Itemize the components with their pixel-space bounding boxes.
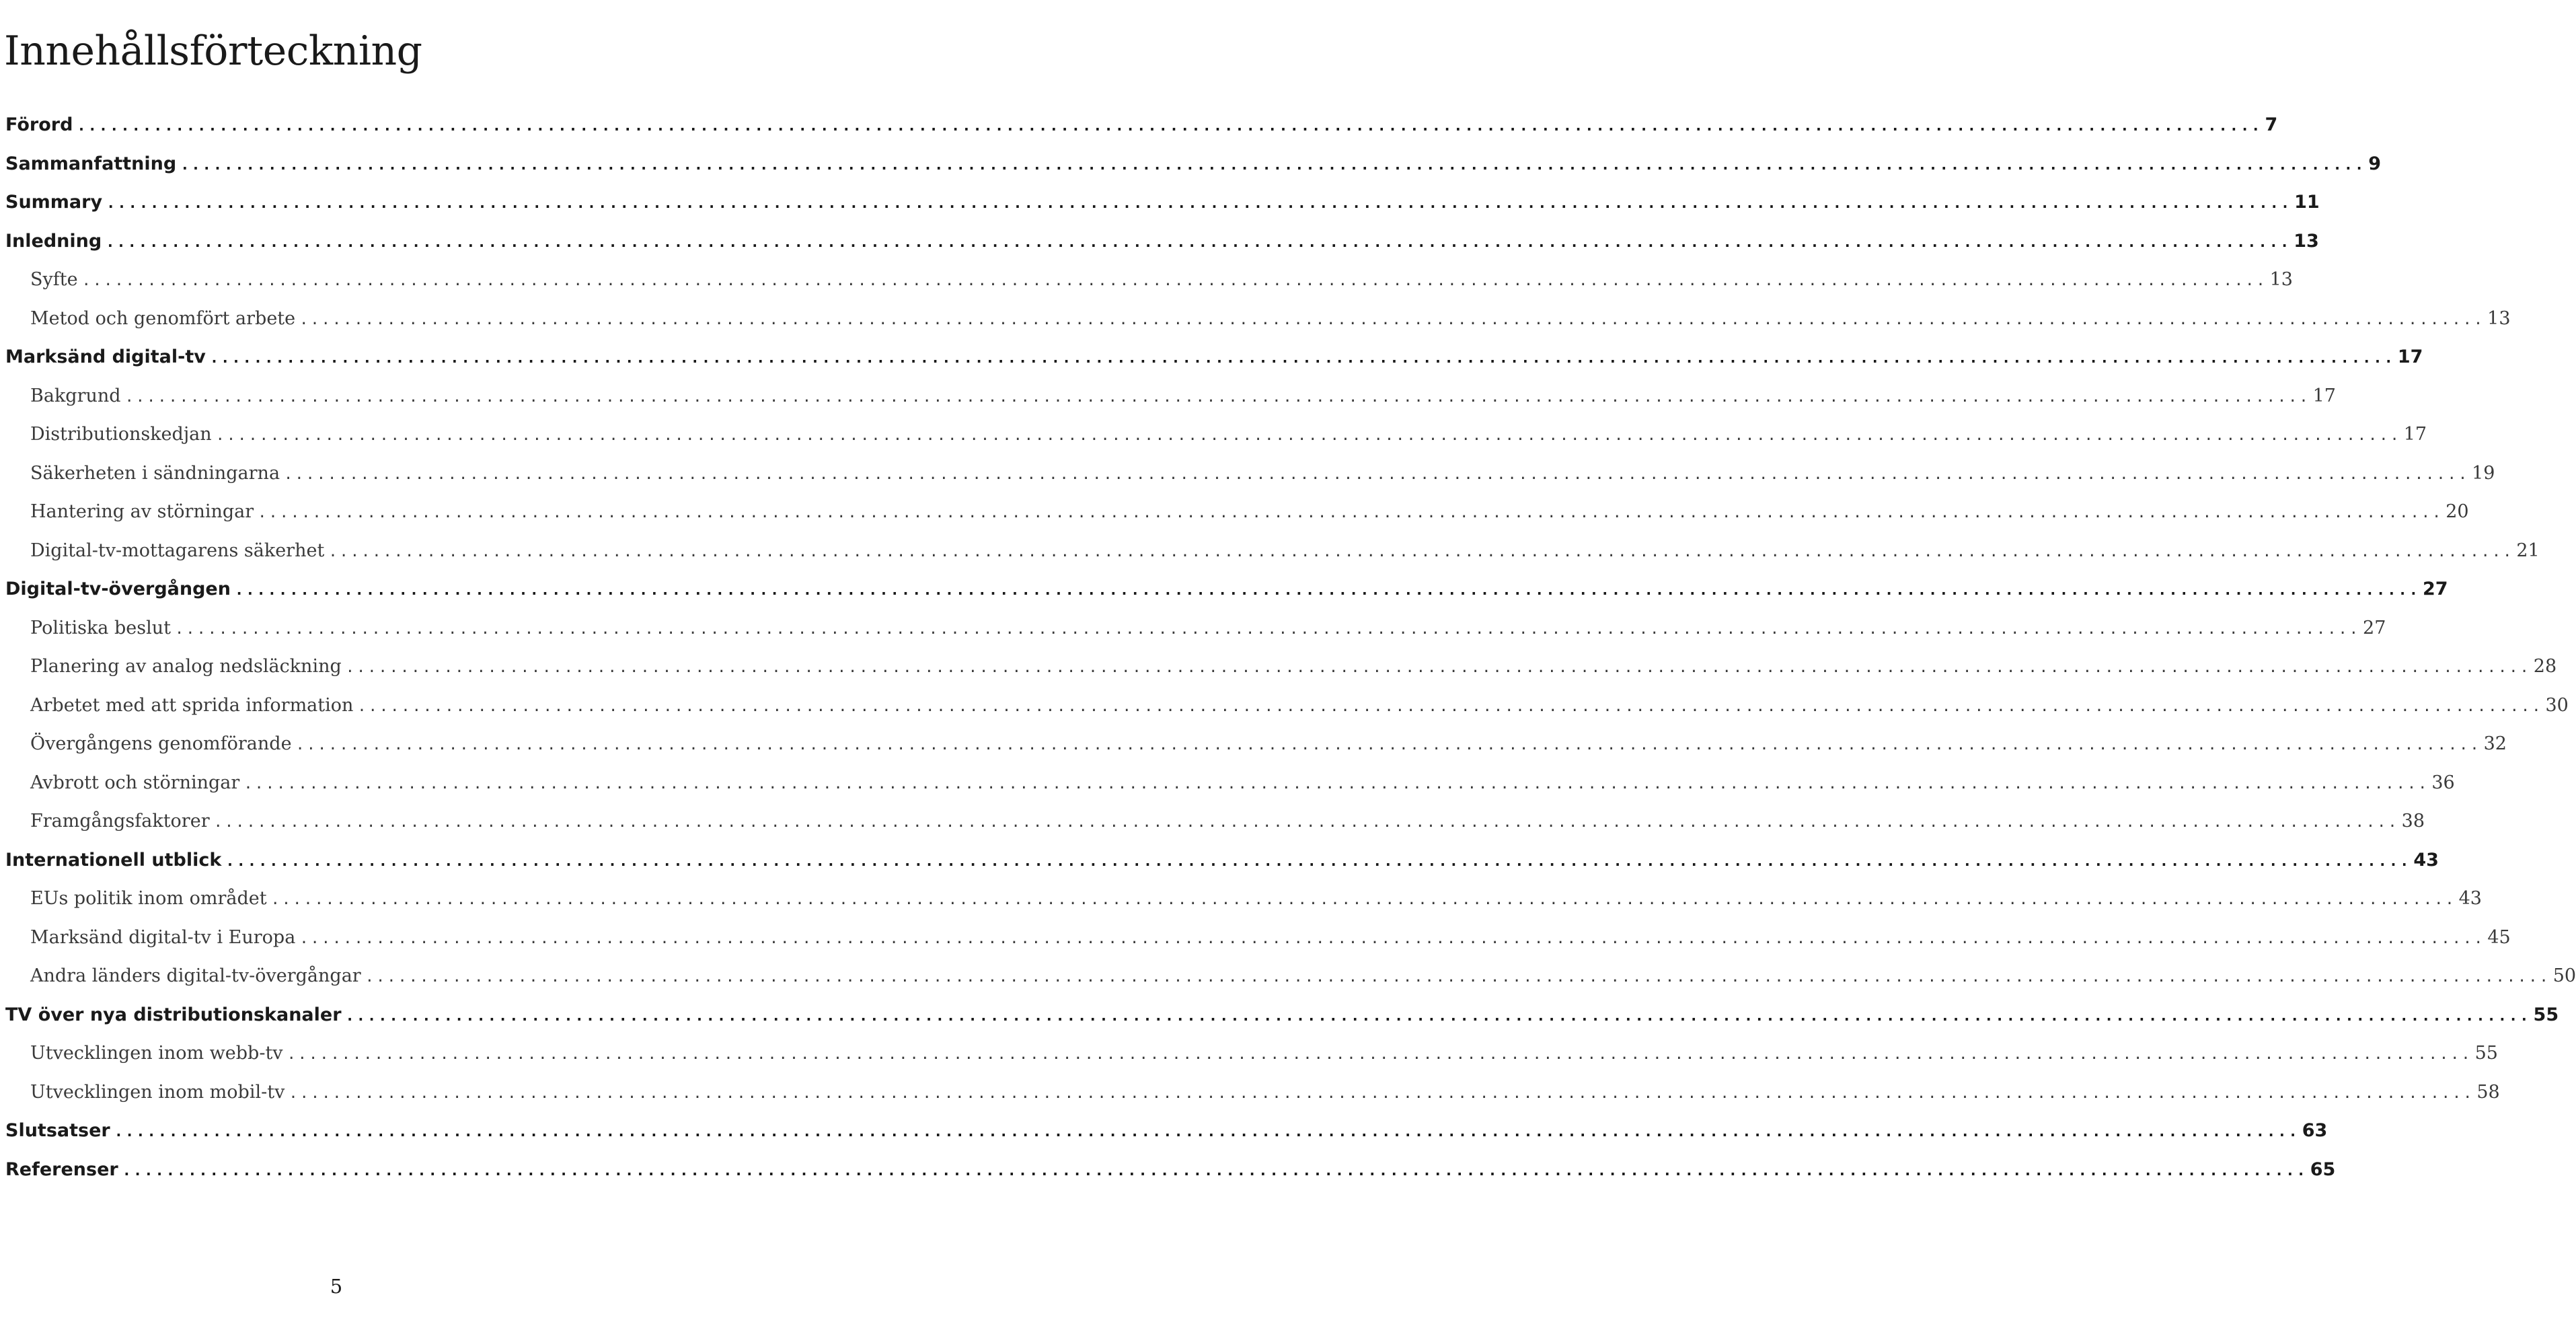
toc-entry[interactable] xyxy=(5,849,2439,889)
toc-entry[interactable] xyxy=(5,346,2423,385)
toc-entry[interactable] xyxy=(5,1158,2336,1198)
toc-entry-label: Sammanfattning xyxy=(5,153,177,174)
toc-entry-page: 65 xyxy=(2310,1158,2336,1180)
toc-dot-leader: ........................................................................................................................................................................................................ xyxy=(215,427,2401,444)
toc-dot-leader: ........................................................................................................................................................................................................ xyxy=(365,969,2550,986)
toc-entry-label: Utvecklingen inom webb-tv xyxy=(30,1043,283,1064)
toc-entry[interactable] xyxy=(5,888,2482,927)
toc-entry-page: 7 xyxy=(2265,114,2278,135)
toc-entry-label: Avbrott och störningar xyxy=(30,772,240,793)
toc-entry[interactable] xyxy=(5,424,2427,463)
toc-entry[interactable] xyxy=(5,114,2278,153)
toc-dot-leader: ........................................................................................................................................................................................................ xyxy=(106,195,2292,212)
toc-entry-page: 17 xyxy=(2397,346,2423,367)
toc-entry[interactable] xyxy=(5,579,2448,618)
toc-entry-page: 55 xyxy=(2533,1004,2559,1025)
toc-entry[interactable] xyxy=(5,269,2293,308)
toc-dot-leader: ........................................................................................................................................................................................................ xyxy=(213,814,2399,831)
toc-entry[interactable] xyxy=(5,153,2382,192)
toc-entry-page: 30 xyxy=(2545,694,2569,716)
toc-entry[interactable] xyxy=(5,811,2425,850)
toc-entry-page: 32 xyxy=(2483,733,2507,754)
toc-entry-page: 43 xyxy=(2413,849,2439,871)
toc-entry-page: 17 xyxy=(2312,385,2336,406)
toc-entry-label: Digital-tv-mottagarens säkerhet xyxy=(30,540,325,561)
toc-entry-page: 43 xyxy=(2458,888,2482,909)
toc-dot-leader: ........................................................................................................................................................................................................ xyxy=(180,156,2366,174)
toc-entry-label: Säkerheten i sändningarna xyxy=(30,462,280,484)
toc-entry-page: 63 xyxy=(2302,1120,2328,1141)
toc-entry-label: Marksänd digital-tv xyxy=(5,346,206,367)
toc-dot-leader: ........................................................................................................................................................................................................ xyxy=(258,505,2444,521)
toc-dot-leader: ........................................................................................................................................................................................................ xyxy=(234,582,2420,599)
toc-dot-leader: ........................................................................................................................................................................................................ xyxy=(287,1046,2472,1063)
toc-dot-leader: ........................................................................................................................................................................................................ xyxy=(299,311,2485,328)
toc-dot-leader: ........................................................................................................................................................................................................ xyxy=(299,930,2485,947)
toc-entry-page: 28 xyxy=(2533,656,2557,677)
toc-dot-leader: ........................................................................................................................................................................................................ xyxy=(289,1084,2474,1102)
toc-entry-page: 11 xyxy=(2294,192,2320,213)
toc-entry-label: Distributionskedjan xyxy=(30,424,212,445)
toc-entry-label: Politiska beslut xyxy=(30,617,171,638)
toc-entry-label: Referenser xyxy=(5,1158,118,1180)
toc-entry[interactable] xyxy=(5,772,2455,811)
toc-dot-leader: ........................................................................................................................................................................................................ xyxy=(345,1007,2531,1025)
toc-entry[interactable] xyxy=(5,462,2495,502)
toc-entry-label: TV över nya distributionskanaler xyxy=(5,1004,342,1025)
toc-dot-leader: ........................................................................................................................................................................................................ xyxy=(284,466,2470,483)
toc-entry-label: Syfte xyxy=(30,269,78,290)
toc-entry-label: Digital-tv-övergången xyxy=(5,579,231,599)
toc-entry[interactable] xyxy=(5,540,2540,579)
toc-entry-page: 55 xyxy=(2474,1043,2498,1064)
toc-entry-label: Slutsatser xyxy=(5,1120,110,1141)
toc-entry[interactable] xyxy=(5,1081,2500,1121)
toc-entry-label: Framgångsfaktorer xyxy=(30,811,210,832)
toc-entry-page: 27 xyxy=(2363,617,2386,638)
toc-entry[interactable] xyxy=(5,307,2511,347)
toc-entry[interactable] xyxy=(5,694,2569,734)
toc-dot-leader: ........................................................................................................................................................................................................ xyxy=(357,698,2543,715)
page-title: Innehållsförteckning xyxy=(4,28,422,75)
toc-dot-leader: ........................................................................................................................................................................................................ xyxy=(114,1124,2300,1140)
toc-entry[interactable] xyxy=(5,656,2557,695)
toc-dot-leader: ........................................................................................................................................................................................................ xyxy=(209,350,2395,367)
toc-entry-label: Summary xyxy=(5,192,103,213)
toc-entry-page: 9 xyxy=(2368,153,2382,174)
toc-entry-page: 45 xyxy=(2487,926,2511,948)
toc-entry[interactable] xyxy=(5,230,2319,270)
toc-entry-page: 13 xyxy=(2269,269,2293,290)
table-of-contents xyxy=(5,114,2576,1198)
toc-entry[interactable] xyxy=(5,926,2511,966)
toc-entry[interactable] xyxy=(5,385,2336,425)
toc-entry-page: 13 xyxy=(2294,230,2319,252)
toc-entry-page: 38 xyxy=(2401,811,2425,832)
toc-entry[interactable] xyxy=(5,617,2386,657)
toc-entry[interactable] xyxy=(5,192,2320,231)
toc-dot-leader: ........................................................................................................................................................................................................ xyxy=(270,891,2456,908)
toc-entry-label: Planering av analog nedsläckning xyxy=(30,656,342,677)
toc-entry[interactable] xyxy=(5,501,2469,540)
toc-entry-label: Hantering av störningar xyxy=(30,501,254,522)
toc-entry-page: 17 xyxy=(2403,424,2427,445)
toc-dot-leader: ........................................................................................................................................................................................................ xyxy=(345,659,2531,676)
toc-dot-leader: ........................................................................................................................................................................................................ xyxy=(81,272,2267,289)
toc-entry-page: 19 xyxy=(2472,462,2495,484)
page-number: 5 xyxy=(330,1275,343,1298)
toc-entry-label: EUs politik inom området xyxy=(30,888,267,909)
toc-entry-label: Utvecklingen inom mobil-tv xyxy=(30,1081,285,1103)
toc-dot-leader: ........................................................................................................................................................................................................ xyxy=(124,388,2310,406)
toc-entry[interactable] xyxy=(5,965,2576,1004)
toc-entry-page: 13 xyxy=(2487,307,2511,329)
toc-entry-label: Arbetet med att sprida information xyxy=(30,694,354,716)
toc-entry-label: Marksänd digital-tv i Europa xyxy=(30,926,296,948)
toc-dot-leader: ........................................................................................................................................................................................................ xyxy=(122,1162,2308,1179)
toc-dot-leader: ........................................................................................................................................................................................................ xyxy=(225,852,2411,870)
toc-entry-label: Metod och genomfört arbete xyxy=(30,307,296,329)
toc-dot-leader: ........................................................................................................................................................................................................ xyxy=(243,775,2429,793)
toc-dot-leader: ........................................................................................................................................................................................................ xyxy=(295,737,2481,753)
toc-entry-label: Bakgrund xyxy=(30,385,121,406)
toc-entry-page: 21 xyxy=(2516,540,2540,561)
toc-entry-page: 50 xyxy=(2552,965,2576,986)
toc-entry-page: 58 xyxy=(2476,1081,2500,1103)
toc-entry[interactable] xyxy=(5,1120,2328,1159)
toc-entry[interactable] xyxy=(5,1004,2559,1043)
toc-entry-label: Inledning xyxy=(5,230,102,252)
toc-dot-leader: ........................................................................................................................................................................................................ xyxy=(174,620,2361,638)
toc-entry-label: Förord xyxy=(5,114,73,135)
toc-entry-label: Övergångens genomförande xyxy=(30,733,292,754)
toc-dot-leader: ........................................................................................................................................................................................................ xyxy=(328,543,2514,560)
toc-entry-page: 27 xyxy=(2423,579,2448,599)
toc-entry-page: 20 xyxy=(2446,501,2469,522)
toc-entry[interactable] xyxy=(5,1043,2498,1082)
toc-entry-label: Internationell utblick xyxy=(5,849,222,871)
toc-entry[interactable] xyxy=(5,733,2507,772)
toc-entry-label: Andra länders digital-tv-övergångar xyxy=(30,965,361,986)
toc-entry-page: 36 xyxy=(2431,772,2455,793)
toc-dot-leader: ........................................................................................................................................................................................................ xyxy=(77,118,2263,135)
toc-dot-leader: ........................................................................................................................................................................................................ xyxy=(106,233,2291,251)
